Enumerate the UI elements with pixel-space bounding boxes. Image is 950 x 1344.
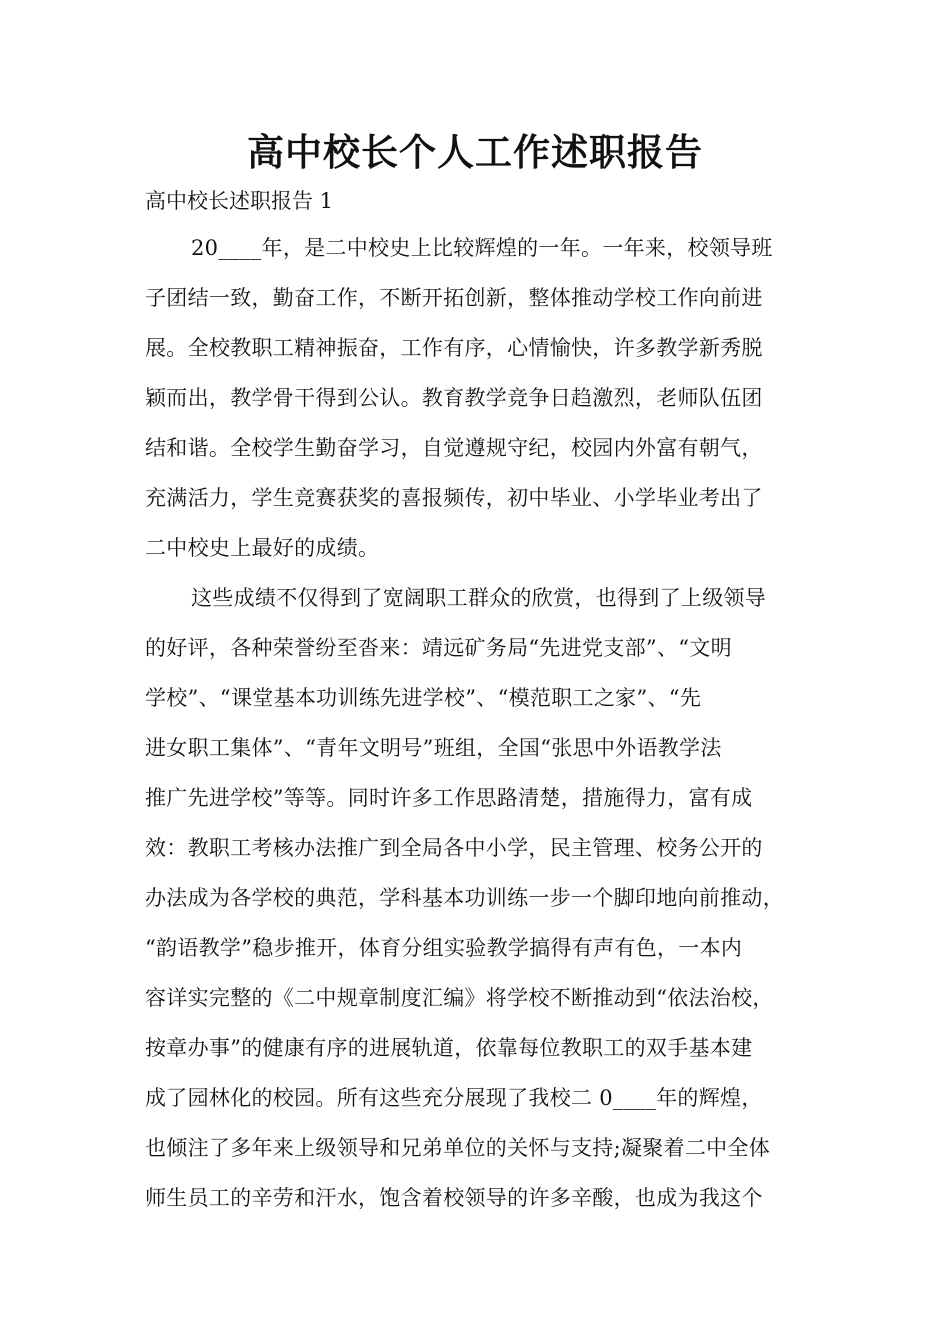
paragraph-line: 展。全校教职工精神振奋，工作有序，心情愉快，许多教学新秀脱 (145, 336, 763, 360)
paragraph-line: 办法成为各学校的典范，学科基本功训练一步一个脚印地向前推动， (145, 886, 784, 910)
paragraph-line: 二中校史上最好的成绩。 (145, 536, 380, 560)
paragraph-line: 20____年，是二中校史上比较辉煌的一年。一年来，校领导班 (191, 236, 773, 260)
paragraph-line: 子团结一致，勤奋工作，不断开拓创新，整体推动学校工作向前进 (145, 286, 763, 310)
paragraph-line: 也倾注了多年来上级领导和兄弟单位的关怀与支持;凝聚着二中全体 (145, 1136, 771, 1160)
paragraph-1 (145, 223, 825, 573)
paragraph-line: 学校”、“课堂基本功训练先进学校”、“模范职工之家”、“先 (145, 686, 702, 710)
paragraph-line: 充满活力，学生竞赛获奖的喜报频传，初中毕业、小学毕业考出了 (145, 486, 763, 510)
paragraph-line: 进女职工集体”、“青年文明号”班组，全国“张思中外语教学法 (145, 736, 722, 760)
paragraph-line: 按章办事”的健康有序的进展轨道，依靠每位教职工的双手基本建 (145, 1036, 753, 1060)
paragraph-line: 成了园林化的校园。所有这些充分展现了我校二 0____年的辉煌， (145, 1086, 763, 1110)
document-subtitle: 高中校长述职报告 1 (145, 189, 334, 213)
paragraph-line: 推广先进学校”等等。同时许多工作思路清楚，措施得力，富有成 (145, 786, 753, 810)
paragraph-line: 效：教职工考核办法推广到全局各中小学，民主管理、校务公开的 (145, 836, 763, 860)
paragraph-2 (145, 573, 825, 1223)
paragraph-line: 容详实完整的《二中规章制度汇编》将学校不断推动到“依法治校， (145, 986, 774, 1010)
paragraph-line: 颖而出，教学骨干得到公认。教育教学竞争日趋激烈，老师队伍团 (145, 386, 763, 410)
paragraph-line: 这些成绩不仅得到了宽阔职工群众的欣赏，也得到了上级领导 (191, 586, 767, 610)
paragraph-line: 的好评，各种荣誉纷至沓来：靖远矿务局“先进党支部”、“文明 (145, 636, 732, 660)
paragraph-line: 结和谐。全校学生勤奋学习，自觉遵规守纪，校园内外富有朝气， (145, 436, 763, 460)
document-title: 高中校长个人工作述职报告 (247, 130, 703, 174)
paragraph-line: 师生员工的辛劳和汗水，饱含着校领导的许多辛酸，也成为我这个 (145, 1186, 763, 1210)
paragraph-line: “韵语教学”稳步推开，体育分组实验教学搞得有声有色，一本内 (145, 936, 743, 960)
